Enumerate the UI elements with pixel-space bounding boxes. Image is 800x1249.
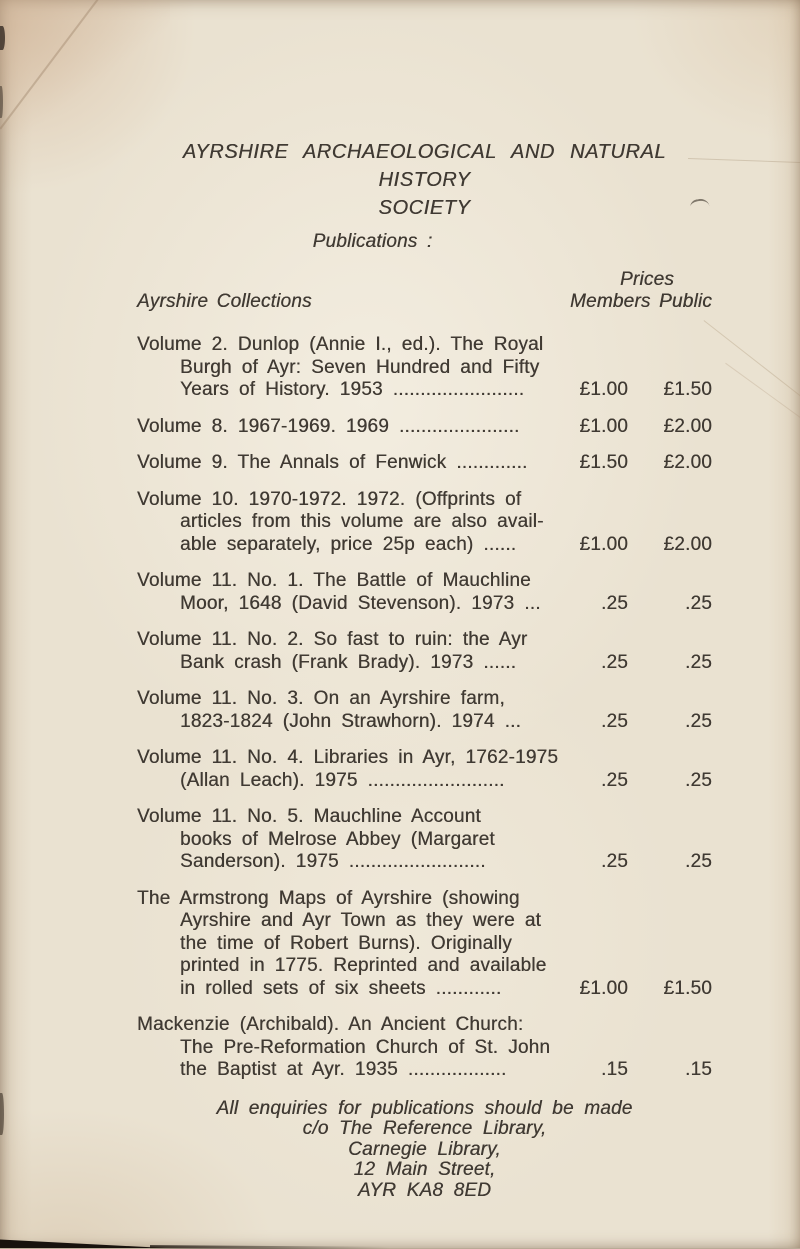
publication-title	[137, 452, 562, 475]
price-members: £1.00	[579, 379, 628, 400]
publication-title	[137, 888, 562, 1001]
entry-line: the time of Robert Burns). Originally	[180, 932, 512, 954]
publication-entry	[137, 629, 712, 674]
price-public: .25	[684, 710, 712, 732]
publication-title	[137, 570, 562, 615]
price-column-labels	[562, 291, 712, 313]
entry-line: Volume 11. No. 5. Mauchline Account	[137, 806, 481, 827]
publication-title	[137, 688, 562, 733]
price-members: £1.00	[579, 415, 628, 437]
price-members: .15	[600, 1059, 628, 1080]
publications-list	[137, 334, 712, 1082]
scan-edge-mark	[0, 1093, 4, 1135]
price-public: £1.50	[663, 977, 712, 999]
entry-line: Years of History. 1953 ........................	[180, 379, 525, 400]
entry-line: Bank crash (Frank Brady). 1973 ......	[180, 651, 517, 673]
entry-line: Volume 2. Dunlop (Annie I., ed.). The Royal	[137, 334, 544, 355]
price-members: .25	[600, 710, 628, 732]
publication-title	[137, 747, 562, 792]
entry-line: Volume 9. The Annals of Fenwick .............	[137, 452, 528, 473]
entry-line: articles from this volume are also avail-	[180, 511, 544, 532]
page-corner-shading	[0, 0, 170, 140]
entry-line: The Pre-Reformation Church of St. John	[180, 1036, 551, 1058]
entry-line: Moor, 1648 (David Stevenson). 1973 ...	[180, 592, 541, 614]
entry-line: in rolled sets of six sheets ............	[180, 977, 502, 999]
publication-entry	[137, 688, 712, 733]
price-members: .25	[600, 851, 628, 872]
publication-entry	[137, 416, 712, 439]
scan-edge-shadow	[0, 1238, 165, 1248]
entry-line: Volume 11. No. 2. So fast to ruin: the Ayr	[137, 629, 528, 650]
publication-title	[137, 334, 562, 402]
entry-line: the Baptist at Ayr. 1935 ..................	[180, 1059, 507, 1080]
publication-entry	[137, 570, 712, 615]
price-column-header	[562, 269, 712, 313]
entry-line: books of Melrose Abbey (Margaret	[180, 828, 495, 850]
publication-title	[137, 806, 562, 874]
scan-edge-mark	[0, 86, 3, 118]
entry-line: Mackenzie (Archibald). An Ancient Church:	[137, 1014, 524, 1035]
price-public: .15	[684, 1059, 712, 1080]
scan-edge-shadow	[150, 1245, 390, 1249]
price-public: £2.00	[663, 452, 712, 473]
price-public: £2.00	[663, 533, 712, 555]
entry-line: Volume 11. No. 3. On an Ayrshire farm,	[137, 688, 505, 709]
entry-line: able separately, price 25p each) ......	[180, 533, 517, 555]
page-title-line-2: SOCIETY	[378, 197, 471, 219]
enquiries-line: AYR KA8 8ED	[357, 1179, 492, 1201]
entry-line: Volume 8. 1967-1969. 1969 ......................	[137, 415, 520, 437]
entry-line: Volume 11. No. 4. Libraries in Ayr, 1762-1975	[137, 747, 559, 768]
price-members: £1.00	[579, 977, 628, 999]
entry-line: Ayrshire and Ayr Town as they were at	[180, 910, 542, 931]
price-public: .25	[684, 592, 712, 614]
prices-label: Prices	[620, 269, 674, 290]
column-header-row	[137, 269, 712, 313]
price-members: £1.00	[579, 533, 628, 555]
price-members: .25	[600, 592, 628, 614]
enquiries-line: All enquiries for publications should be made	[216, 1097, 633, 1119]
entry-line: 1823-1824 (John Strawhorn). 1974 ...	[180, 710, 522, 732]
entry-line: Burgh of Ayr: Seven Hundred and Fifty	[180, 356, 540, 378]
publication-title	[137, 416, 562, 439]
publication-title	[137, 629, 562, 674]
publication-title	[137, 1014, 562, 1082]
price-public: .25	[684, 651, 712, 673]
public-label: Public	[659, 291, 712, 312]
members-label: Members	[569, 291, 651, 312]
publication-entry	[137, 1014, 712, 1082]
publication-entry	[137, 489, 712, 557]
entry-line: Volume 11. No. 1. The Battle of Mauchline	[137, 570, 531, 591]
price-members: .25	[600, 651, 628, 673]
publication-entry	[137, 806, 712, 874]
entry-line: (Allan Leach). 1975 .........................	[180, 769, 505, 791]
publication-title	[137, 489, 562, 557]
enquiries-line: c/o The Reference Library,	[302, 1118, 547, 1139]
entry-line: The Armstrong Maps of Ayrshire (showing	[137, 887, 520, 909]
entry-line: Volume 10. 1970-1972. 1972. (Offprints of	[137, 488, 522, 510]
price-public: £1.50	[663, 379, 712, 400]
price-members: £1.50	[579, 452, 628, 473]
page-title-line-1: AYRSHIRE ARCHAEOLOGICAL AND NATURAL HISTORY	[182, 141, 667, 191]
entry-line: Sanderson). 1975 .........................	[180, 851, 486, 872]
price-public: .25	[684, 769, 712, 791]
entry-line: printed in 1775. Reprinted and available	[180, 955, 547, 976]
subtitle: Publications :	[312, 231, 433, 252]
section-heading: Ayrshire Collections	[137, 291, 312, 312]
price-public: .25	[684, 851, 712, 872]
page-title	[137, 138, 712, 222]
enquiries-line: Carnegie Library,	[348, 1138, 501, 1160]
scan-edge-mark	[0, 26, 5, 50]
enquiries-note	[137, 1099, 712, 1202]
publication-entry	[137, 747, 712, 792]
publication-entry	[137, 452, 712, 475]
publication-entry	[137, 888, 712, 1001]
enquiries-line: 12 Main Street,	[353, 1159, 496, 1180]
price-members: .25	[600, 769, 628, 791]
publication-entry	[137, 334, 712, 402]
price-public: £2.00	[663, 415, 712, 437]
